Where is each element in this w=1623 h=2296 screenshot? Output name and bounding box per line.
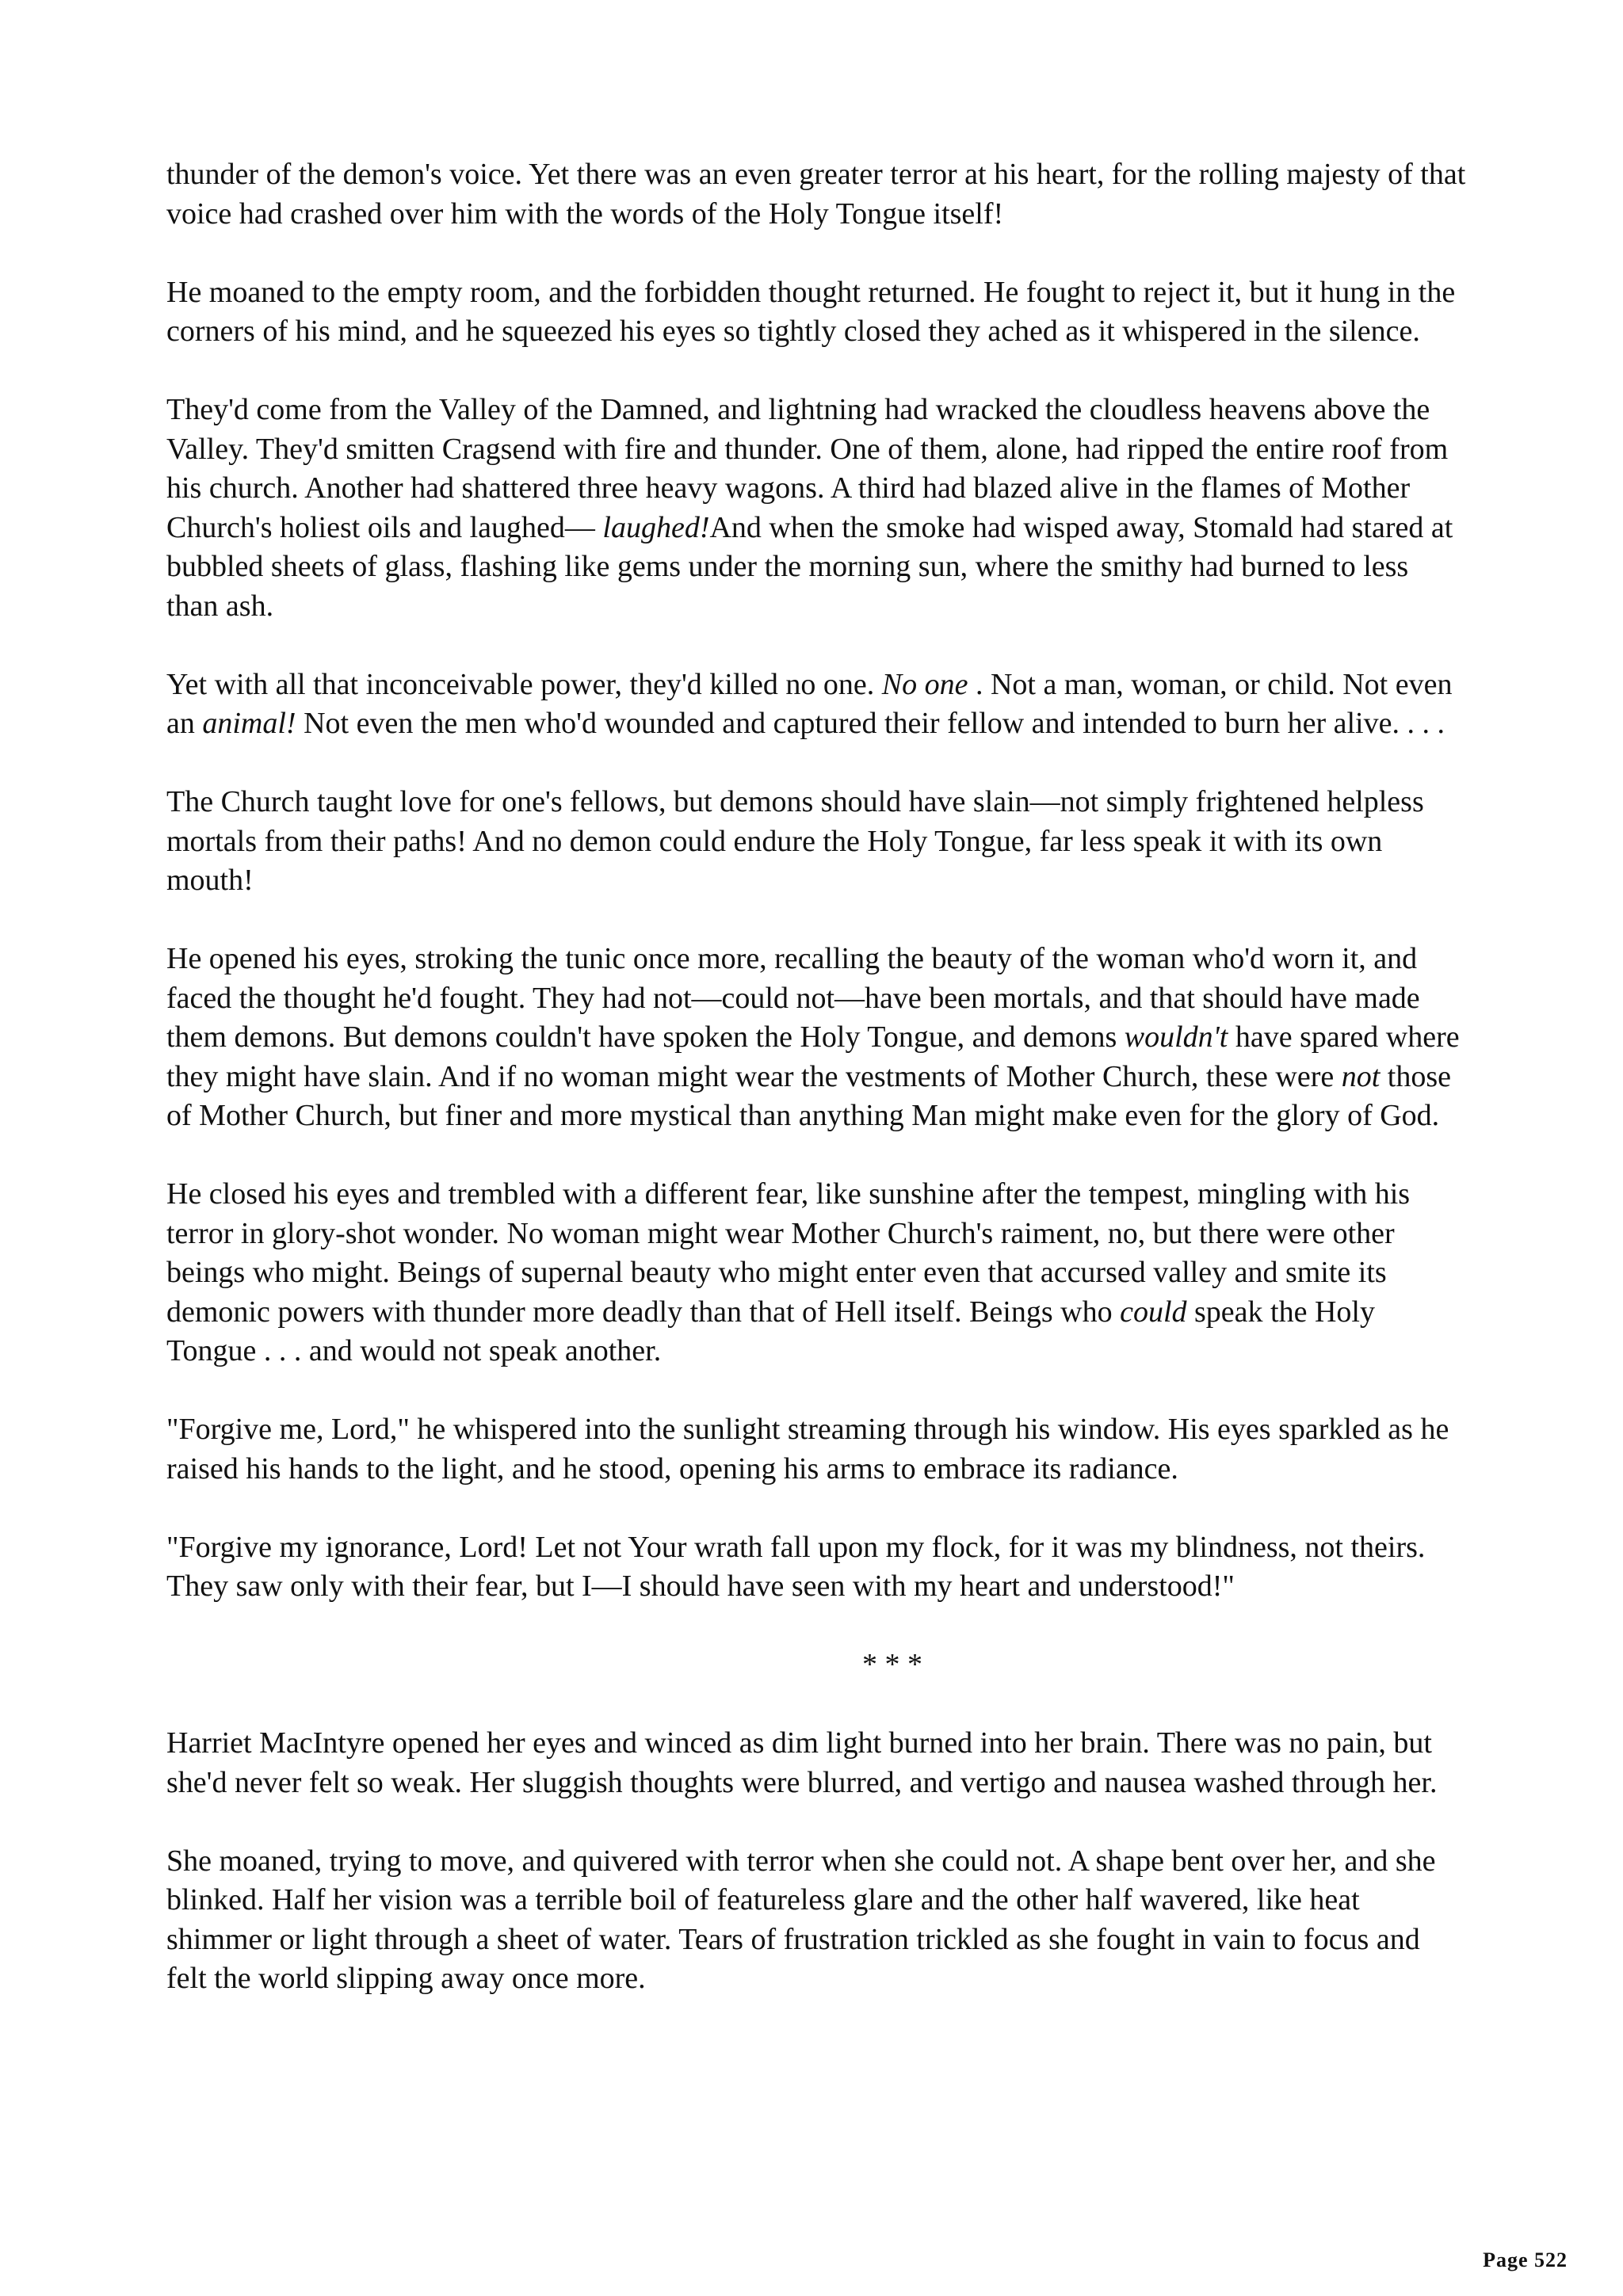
text-run: She moaned, trying to move, and quivered with terror when she could not. A shape bent over her, and she blinked. Half her vision was a terrible boil of featureless glare and the other half wavered, like heat shimmer or light through a sheet of water. Tears of frustration trickled as she fought in vain to focus and felt the world slipping away once more. xyxy=(166,1844,1436,1995)
paragraph xyxy=(166,1175,1466,1371)
text-run: . Not a man, woman, or child. Not even an xyxy=(166,667,1453,740)
text-run: have spared where they might have slain. And if no woman might wear the vestments of Mother Church, these were xyxy=(166,1020,1460,1093)
text-run: Not even the men who'd wounded and captured their fellow and intended to burn her alive. . . . xyxy=(296,707,1445,740)
text-run: He moaned to the empty room, and the forbidden thought returned. He fought to reject it, but it hung in the corners of his mind, and he squeezed his eyes so tightly closed they ached as it whispered in the silence. xyxy=(166,275,1456,348)
paragraph xyxy=(166,783,1466,901)
italic-text: laughed! xyxy=(602,510,710,544)
text-run: He opened his eyes, stroking the tunic once more, recalling the beauty of the woman who'd worn it, and faced the thought he'd fought. They had not—could not—have been mortals, and that should have made them demons. But demons couldn't have spoken the Holy Tongue, and demons xyxy=(166,942,1420,1054)
text-run: those of Mother Church, but finer and more mystical than anything Man might make even for the glory of God. xyxy=(166,1059,1452,1132)
text-after-separator xyxy=(166,1724,1466,1999)
text-run: He closed his eyes and trembled with a different fear, like sunshine after the tempest, mingling with his terror in glory-shot wonder. No woman might wear Mother Church's raiment, no, but there were other beings who might. Beings of supernal beauty who might enter even that accursed valley and smite its demonic powers with thunder more deadly than that of Hell itself. Beings who xyxy=(166,1177,1411,1329)
text-run: "Forgive me, Lord," he whispered into the sunlight streaming through his window. His eyes sparkled as he raised his hands to the light, and he stood, opening his arms to embrace its radiance. xyxy=(166,1413,1449,1486)
paragraph xyxy=(166,155,1466,234)
text-run: They'd come from the Valley of the Damned, and lightning had wracked the cloudless heavens above the Valley. They'd smitten Cragsend with fire and thunder. One of them, alone, had ripped the entire roof from his church. Another had shattered three heavy wagons. A third had blazed alive in the flames of Mother Church's holiest oils and laughed— xyxy=(166,393,1449,544)
italic-text: not xyxy=(1341,1059,1381,1093)
text-before-separator xyxy=(166,155,1466,1607)
paragraph xyxy=(166,940,1466,1136)
paragraph xyxy=(166,666,1466,744)
text-run: Harriet MacIntyre opened her eyes and winced as dim light burned into her brain. There was no pain, but she'd never felt so weak. Her sluggish thoughts were blurred, and vertigo and nausea washed through her. xyxy=(166,1726,1438,1799)
italic-text: could xyxy=(1120,1295,1187,1329)
italic-text: No one xyxy=(881,667,968,701)
text-run: Yet with all that inconceivable power, they'd killed no one. xyxy=(166,667,882,701)
separator-stars: * * * xyxy=(862,1648,922,1681)
italic-text: animal! xyxy=(202,707,296,740)
paragraph xyxy=(166,273,1466,352)
text-run: And when the smoke had wisped away, Stomald had stared at bubbled sheets of glass, flashing like gems under the morning sun, where the smithy had burned to less than ash. xyxy=(166,510,1453,623)
paragraph xyxy=(166,1410,1466,1489)
paragraph xyxy=(166,1724,1466,1802)
text-run: The Church taught love for one's fellows, but demons should have slain—not simply frightened helpless mortals from their paths! And no demon could endure the Holy Tongue, far less speak it with its own mouth! xyxy=(166,785,1424,897)
text-run: "Forgive my ignorance, Lord! Let not Your wrath fall upon my flock, for it was my blindness, not theirs. They saw only with their fear, but I—I should have seen with my heart and understood!" xyxy=(166,1530,1426,1603)
page-body xyxy=(166,155,1466,2038)
section-separator xyxy=(166,1646,1466,1685)
paragraph xyxy=(166,391,1466,626)
text-run: thunder of the demon's voice. Yet there was an even greater terror at his heart, for the rolling majesty of that voice had crashed over him with the words of the Holy Tongue itself! xyxy=(166,158,1466,231)
text-run: speak the Holy Tongue . . . and would not speak another. xyxy=(166,1295,1375,1367)
page-number: Page 522 xyxy=(1483,2248,1568,2271)
italic-text: wouldn't xyxy=(1124,1020,1228,1054)
paragraph xyxy=(166,1528,1466,1607)
paragraph xyxy=(166,1842,1466,1999)
